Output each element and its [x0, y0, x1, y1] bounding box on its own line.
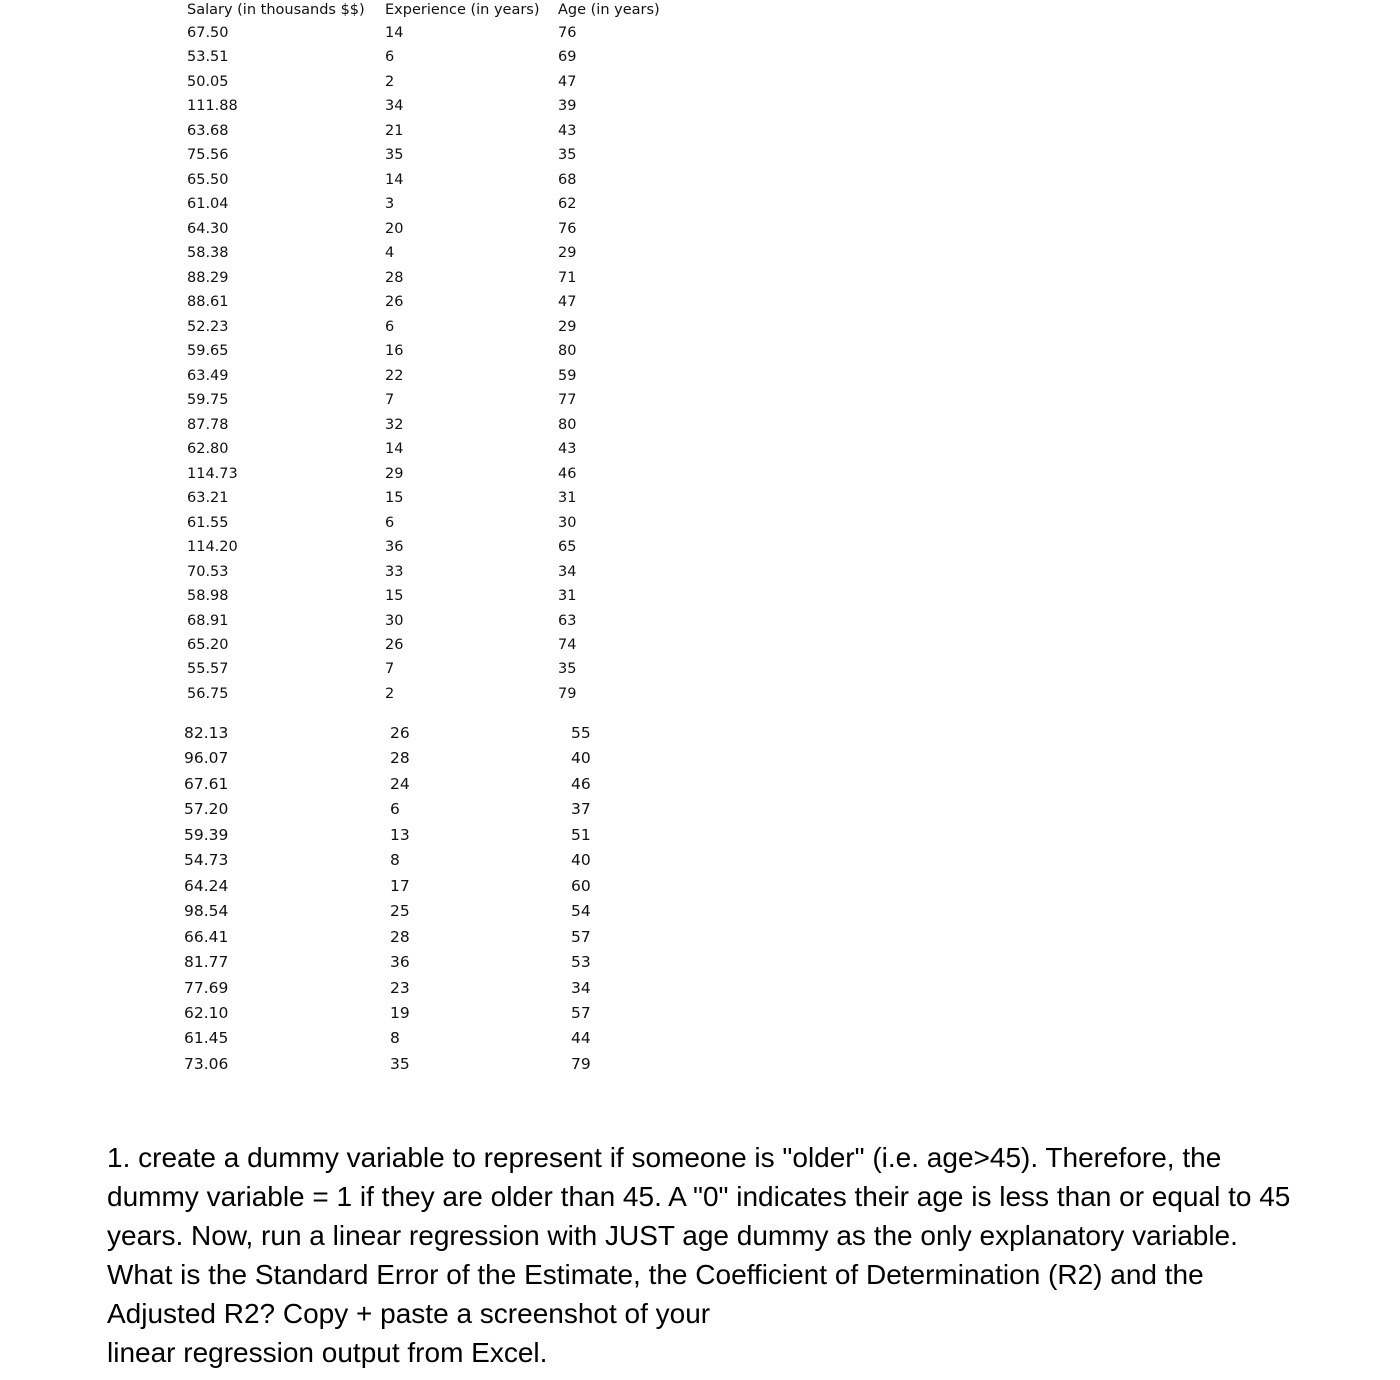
cell-age: 40	[571, 851, 591, 870]
cell-salary: 68.91	[187, 612, 229, 629]
cell-experience: 20	[385, 220, 404, 237]
cell-age: 68	[558, 171, 577, 188]
table-row	[187, 364, 707, 389]
cell-salary: 88.61	[187, 294, 229, 311]
table-row	[184, 1025, 704, 1051]
table-row	[184, 898, 704, 924]
cell-salary: 61.04	[187, 196, 229, 213]
cell-age: 44	[571, 1029, 591, 1048]
cell-experience: 26	[385, 294, 404, 311]
cell-salary: 63.49	[187, 367, 229, 384]
cell-salary: 62.80	[187, 441, 229, 458]
table-row	[187, 94, 707, 119]
cell-salary: 77.69	[184, 978, 229, 997]
cell-salary: 96.07	[184, 749, 229, 768]
cell-salary: 53.51	[187, 49, 229, 66]
cell-age: 40	[571, 749, 591, 768]
cell-experience: 15	[385, 490, 404, 507]
cell-salary: 111.88	[187, 98, 238, 115]
cell-salary: 65.20	[187, 637, 229, 653]
cell-experience: 28	[385, 269, 404, 286]
cell-age: 55	[571, 724, 591, 742]
cell-age: 76	[558, 25, 577, 41]
cell-salary: 65.50	[187, 171, 229, 188]
cell-salary: 54.73	[184, 851, 229, 870]
cell-salary: 50.05	[187, 73, 229, 90]
cell-age: 57	[571, 927, 591, 946]
cell-salary: 61.55	[187, 514, 229, 531]
cell-experience: 14	[385, 441, 404, 458]
cell-salary: 52.23	[187, 318, 229, 335]
cell-salary: 114.73	[187, 465, 238, 482]
table-row	[187, 339, 707, 364]
table-row	[187, 413, 707, 438]
cell-salary: 98.54	[184, 902, 229, 921]
table-row	[184, 847, 704, 873]
table-row	[184, 975, 704, 1001]
cell-age: 54	[571, 902, 591, 921]
table-row	[187, 241, 707, 266]
cell-age: 63	[558, 612, 577, 629]
cell-age: 46	[571, 774, 591, 793]
table-row	[184, 771, 704, 797]
cell-age: 77	[558, 392, 577, 409]
cell-experience: 34	[385, 98, 404, 115]
table-row	[184, 1000, 704, 1026]
table-row	[187, 192, 707, 217]
cell-salary: 56.75	[187, 685, 229, 702]
question-line: dummy variable = 1 if they are older than 45. A "0" indicates their age is less than or equal to 45	[107, 1181, 1291, 1212]
cell-experience: 7	[385, 661, 395, 678]
cell-salary: 81.77	[184, 953, 229, 972]
cell-experience: 36	[390, 953, 410, 972]
cell-salary: 70.53	[187, 563, 229, 580]
cell-age: 80	[558, 416, 577, 433]
table-row	[187, 45, 707, 70]
cell-salary: 73.06	[184, 1054, 229, 1073]
cell-experience: 14	[385, 25, 404, 41]
table-row	[184, 924, 704, 950]
table-row	[187, 70, 707, 95]
cell-salary: 62.10	[184, 1003, 229, 1022]
table-row	[187, 486, 707, 511]
cell-age: 57	[571, 1003, 591, 1022]
cell-age: 59	[558, 367, 577, 384]
table-row	[184, 745, 704, 771]
cell-age: 30	[558, 514, 577, 531]
cell-age: 34	[571, 978, 591, 997]
cell-age: 31	[558, 588, 577, 605]
cell-salary: 64.24	[184, 876, 229, 895]
cell-age: 51	[571, 825, 591, 844]
cell-experience: 6	[385, 514, 395, 531]
cell-experience: 33	[385, 563, 404, 580]
question-line: Adjusted R2? Copy + paste a screenshot of your	[107, 1298, 711, 1329]
cell-salary: 63.68	[187, 122, 229, 139]
cell-age: 37	[571, 800, 591, 819]
table-row	[187, 266, 707, 291]
table-row	[184, 1051, 704, 1077]
cell-salary: 63.21	[187, 490, 229, 507]
table-row	[187, 290, 707, 315]
cell-age: 79	[558, 685, 577, 702]
cell-salary: 114.20	[187, 539, 238, 556]
cell-salary: 55.57	[187, 661, 229, 678]
cell-age: 76	[558, 220, 577, 237]
table-row	[187, 584, 707, 609]
cell-experience: 19	[390, 1003, 410, 1022]
cell-experience: 22	[385, 367, 404, 384]
cell-salary: 67.50	[187, 25, 229, 41]
cell-experience: 2	[385, 685, 395, 702]
cell-age: 43	[558, 122, 577, 139]
cell-salary: 57.20	[184, 800, 229, 819]
cell-age: 35	[558, 661, 577, 678]
question-text	[107, 1138, 1372, 1372]
cell-experience: 36	[385, 539, 404, 556]
cell-experience: 25	[390, 902, 410, 921]
table-row	[187, 657, 707, 682]
table-row	[187, 462, 707, 487]
cell-age: 53	[571, 953, 591, 972]
table-row	[187, 437, 707, 462]
cell-age: 29	[558, 245, 577, 262]
cell-age: 31	[558, 490, 577, 507]
table-row	[187, 21, 707, 46]
cell-experience: 35	[390, 1054, 410, 1073]
cell-experience: 23	[390, 978, 410, 997]
cell-experience: 4	[385, 245, 395, 262]
cell-experience: 26	[385, 637, 404, 653]
question-line: 1. create a dummy variable to represent if someone is "older" (i.e. age>45). Therefore, the	[107, 1142, 1222, 1173]
cell-salary: 67.61	[184, 774, 229, 793]
cell-experience: 28	[390, 749, 410, 768]
cell-age: 29	[558, 318, 577, 335]
cell-salary: 64.30	[187, 220, 229, 237]
cell-age: 60	[571, 876, 591, 895]
cell-age: 34	[558, 563, 577, 580]
table-row	[184, 949, 704, 975]
cell-experience: 8	[390, 1029, 400, 1048]
table-row	[187, 535, 707, 560]
cell-age: 47	[558, 294, 577, 311]
cell-experience: 6	[385, 318, 395, 335]
cell-experience: 3	[385, 196, 395, 213]
table-row	[187, 560, 707, 585]
cell-age: 46	[558, 465, 577, 482]
cell-salary: 59.65	[187, 343, 229, 360]
cell-age: 79	[571, 1054, 591, 1073]
table-row	[184, 796, 704, 822]
cell-age: 39	[558, 98, 577, 115]
cell-experience: 16	[385, 343, 404, 360]
cell-experience: 13	[390, 825, 410, 844]
cell-experience: 6	[385, 49, 395, 66]
cell-salary: 59.75	[187, 392, 229, 409]
cell-salary: 61.45	[184, 1029, 229, 1048]
cell-experience: 35	[385, 147, 404, 164]
header-salary: Salary (in thousands $$)	[187, 2, 365, 18]
cell-experience: 32	[385, 416, 404, 433]
question-line: linear regression output from Excel.	[107, 1337, 548, 1368]
cell-age: 35	[558, 147, 577, 164]
table-row	[187, 143, 707, 168]
cell-age: 65	[558, 539, 577, 556]
table-row	[187, 633, 707, 658]
cell-salary: 58.98	[187, 588, 229, 605]
cell-experience: 15	[385, 588, 404, 605]
cell-experience: 24	[390, 774, 410, 793]
cell-age: 43	[558, 441, 577, 458]
cell-age: 74	[558, 637, 577, 653]
cell-age: 69	[558, 49, 577, 66]
table-row	[184, 873, 704, 899]
cell-experience: 6	[390, 800, 400, 819]
cell-age: 80	[558, 343, 577, 360]
header-age: Age (in years)	[558, 2, 660, 18]
table-row	[184, 720, 704, 746]
cell-experience: 2	[385, 73, 395, 90]
table-row	[187, 168, 707, 193]
cell-experience: 8	[390, 851, 400, 870]
cell-experience: 7	[385, 392, 395, 409]
cell-experience: 17	[390, 876, 410, 895]
cell-salary: 66.41	[184, 927, 229, 946]
cell-experience: 28	[390, 927, 410, 946]
cell-salary: 59.39	[184, 825, 229, 844]
cell-experience: 30	[385, 612, 404, 629]
cell-experience: 26	[390, 724, 410, 742]
table-row	[187, 315, 707, 340]
table-row	[187, 511, 707, 536]
cell-salary: 58.38	[187, 245, 229, 262]
header-experience: Experience (in years)	[385, 2, 540, 18]
cell-salary: 88.29	[187, 269, 229, 286]
cell-salary: 87.78	[187, 416, 229, 433]
cell-experience: 14	[385, 171, 404, 188]
question-line: years. Now, run a linear regression with JUST age dummy as the only explanatory variable.	[107, 1220, 1238, 1251]
table-row	[184, 822, 704, 848]
cell-age: 71	[558, 269, 577, 286]
cell-salary: 75.56	[187, 147, 229, 164]
table-row	[187, 682, 707, 707]
cell-experience: 21	[385, 122, 404, 139]
table-row	[187, 217, 707, 242]
cell-experience: 29	[385, 465, 404, 482]
cell-age: 62	[558, 196, 577, 213]
table-row	[187, 119, 707, 144]
table-row	[187, 609, 707, 634]
question-line: What is the Standard Error of the Estimate, the Coefficient of Determination (R2) and the	[107, 1259, 1204, 1290]
cell-salary: 82.13	[184, 724, 229, 742]
table-row	[187, 388, 707, 413]
cell-age: 47	[558, 73, 577, 90]
